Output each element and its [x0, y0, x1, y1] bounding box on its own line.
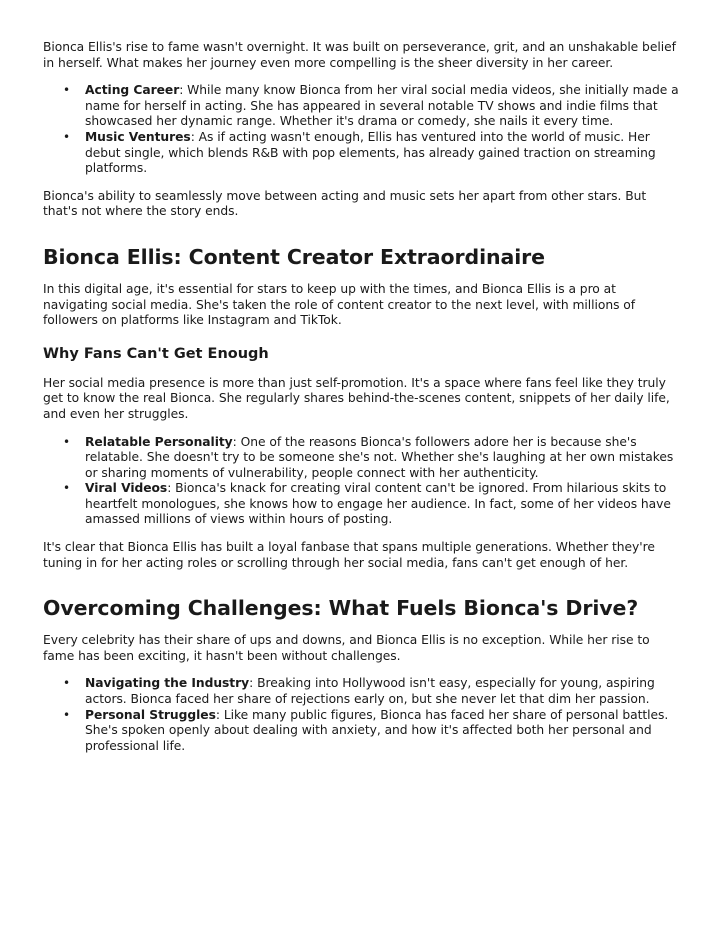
intro-paragraph: Bionca Ellis's rise to fame wasn't overnight. It was built on perseverance, grit, and an unshakable belief in herself. What makes her journey even more compelling is the sheer diversity in her career.: [43, 40, 676, 70]
bullet-term: Navigating the Industry: [85, 676, 250, 691]
bullet-text: : One of the reasons Bionca's followers adore her is because she's relatable. She doesn't try to be someone she's not. Whether she's laughing at her own mistakes or sharing moments of vulnerability, people connect with her authenticity.: [85, 434, 674, 480]
article: [43, 40, 679, 754]
bullet-term: Viral Videos: [85, 481, 168, 496]
bullet-text: : Breaking into Hollywood isn't easy, especially for young, aspiring actors. Bionca faced her share of rejections early on, but she never let that dim her passion.: [85, 676, 655, 707]
list-item: [43, 83, 679, 130]
bullet-icon: •: [63, 676, 71, 691]
fans-bullet-list: [43, 435, 679, 529]
list-item: [43, 130, 679, 177]
bullet-icon: •: [63, 434, 71, 449]
bullet-term: Acting Career: [85, 83, 180, 98]
list-item: [43, 676, 679, 707]
bullet-text: : As if acting wasn't enough, Ellis has ventured into the world of music. Her debut single, which blends R&B with pop elements, has already gained traction on streaming platforms.: [85, 129, 656, 176]
intro-bullet-list: [43, 83, 679, 177]
section-heading: Bionca Ellis: Content Creator Extraordinaire: [43, 244, 545, 269]
list-item: [43, 708, 679, 755]
bullet-icon: •: [63, 129, 71, 144]
intro-closing-paragraph: Bionca's ability to seamlessly move between acting and music sets her apart from other stars. But that's not where the story ends.: [43, 188, 647, 219]
bullet-term: Personal Struggles: [85, 707, 216, 722]
subsection-paragraph: Her social media presence is more than just self-promotion. It's a space where fans feel like they truly get to know the real Bionca. She regularly shares behind-the-scenes content, snippets of her daily life, and even her struggles.: [43, 375, 670, 421]
section-paragraph: Every celebrity has their share of ups and downs, and Bionca Ellis is no exception. While her rise to fame has been exciting, it hasn't been without challenges.: [43, 633, 650, 663]
bullet-icon: •: [63, 481, 71, 496]
bullet-text: : Like many public figures, Bionca has faced her share of personal battles. She's spoken openly about dealing with anxiety, and how it's affected both her personal and professional life.: [85, 707, 669, 753]
section-closing-paragraph: It's clear that Bionca Ellis has built a loyal fanbase that spans multiple generations. Whether they're tuning in for her acting roles or scrolling through her social media, fans can't get enough of her.: [43, 540, 655, 570]
subsection-heading: Why Fans Can't Get Enough: [43, 345, 269, 362]
section-paragraph: In this digital age, it's essential for stars to keep up with the times, and Bionca Ellis is a pro at navigating social media. She's taken the role of content creator to the next level, with millions of followers on platforms like Instagram and TikTok.: [43, 281, 636, 328]
bullet-icon: •: [63, 83, 71, 98]
list-item: [43, 481, 679, 528]
bullet-icon: •: [63, 707, 71, 722]
bullet-text: : While many know Bionca from her viral social media videos, she initially made a name for herself in acting. She has appeared in several notable TV shows and indie films that showcased her dynamic range. Whether it's drama or comedy, she nails it every time.: [85, 83, 679, 129]
bullet-text: : Bionca's knack for creating viral content can't be ignored. From hilarious skits to heartfelt monologues, she knows how to engage her audience. In fact, some of her videos have amassed millions of views within hours of posting.: [85, 481, 671, 527]
section-heading: Overcoming Challenges: What Fuels Bionca's Drive?: [43, 596, 639, 621]
bullet-term: Relatable Personality: [85, 434, 233, 449]
bullet-term: Music Ventures: [85, 129, 191, 144]
list-item: [43, 435, 679, 482]
challenges-bullet-list: [43, 676, 679, 754]
